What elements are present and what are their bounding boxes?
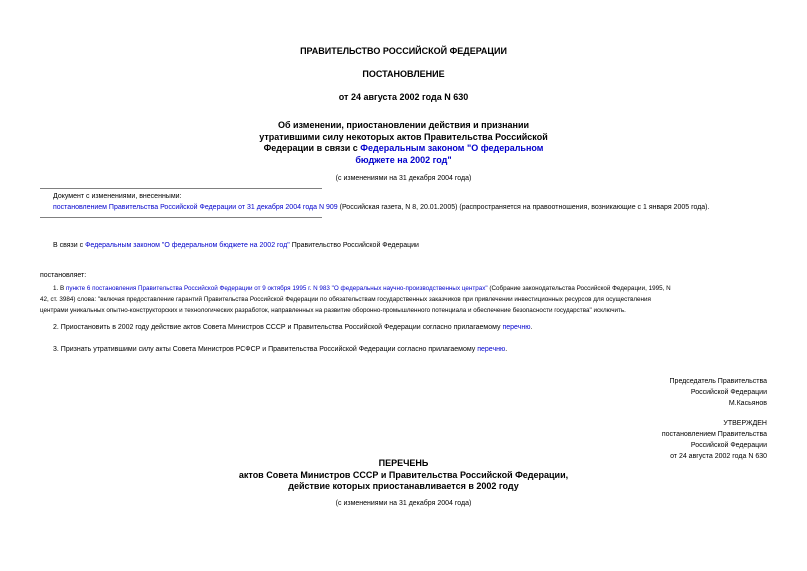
document-title (0, 120, 807, 166)
government-heading: ПРАВИТЕЛЬСТВО РОССИЙСКОЙ ФЕДЕРАЦИИ (300, 46, 507, 56)
approval-block (662, 418, 767, 462)
signatory-org: Российской Федерации (690, 389, 767, 396)
signatory-title: Председатель Правительства (669, 378, 767, 385)
item-1 (40, 283, 767, 316)
list-title: ПЕРЕЧЕНЬ (378, 458, 429, 468)
signature-block (670, 376, 767, 409)
suspended-list-link[interactable]: перечню (502, 324, 531, 331)
title-line-2: утратившими силу некоторых актов Правительства Российской (259, 131, 548, 142)
title-text: Федерации в связи с (263, 143, 361, 153)
item-1-line-3: центрами уникальных опытно-конструкторских и технологических разработок, направленных на развитие оборонно-промышленного потенциала и обеспечение безопасности государства" исключить. (40, 307, 626, 314)
list-heading (0, 458, 807, 493)
approval-heading: УТВЕРЖДЕН (723, 420, 767, 427)
signatory-name: М.Касьянов (728, 400, 767, 407)
document-date: от 24 августа 2002 года N 630 (338, 92, 469, 102)
amendment-entry (53, 204, 709, 211)
item-1-source: (Собрание законодательства Российской Федерации, 1995, N (487, 285, 671, 292)
document-type: ПОСТАНОВЛЕНИЕ (362, 69, 445, 79)
item-1-number: 1. В (53, 285, 66, 292)
decree-983-link[interactable]: пункте 6 постановления Правительства Российской Федерации от 9 октября 1995 г. N 983 "О федеральных научно-производственных центрах" (65, 285, 488, 292)
divider-bottom (40, 217, 322, 218)
item-3-text: 3. Признать утратившими силу акты Совета Министров РСФСР и Правительства Российской Федерации согласно прилагаемому (53, 346, 478, 353)
item-2 (53, 324, 532, 331)
changes-note: (с изменениями на 31 декабря 2004 года) (335, 175, 472, 182)
federal-law-link-cont[interactable]: бюджете на 2002 год" (355, 154, 452, 165)
list-subtitle-1: актов Совета Министров СССР и Правительства Российской Федерации, (238, 469, 569, 480)
budget-law-link[interactable]: Федеральным законом "О федеральном бюджете на 2002 год" (85, 242, 290, 249)
title-line-1: Об изменении, приостановлении действия и признании (277, 120, 530, 130)
resolves-label: постановляет: (40, 272, 87, 279)
intro-text: В связи с (53, 242, 86, 249)
amendment-source: (Российская газета, N 8, 20.01.2005) (распространяется на правоотношения, возникающие с 1 января 2005 года). (337, 204, 710, 211)
item-2-end: . (530, 324, 533, 331)
approval-line-2: постановлением Правительства (661, 431, 767, 438)
federal-law-link[interactable]: Федеральным законом "О федеральном (360, 143, 544, 153)
amendments-label: Документ с изменениями, внесенными: (53, 193, 182, 200)
list-subtitle-2: действие которых приостанавливается в 2002 году (288, 481, 519, 491)
divider-top (40, 188, 322, 189)
repealed-list-link[interactable]: перечню (477, 346, 506, 353)
item-3 (53, 346, 507, 353)
item-1-line-2: 42, ст. 3984) слова: "включая предоставление гарантий Правительства Российской Федерации по обязательствам государственных заказчиков при привлечении инвестиционных ресурсов для осуществления (40, 296, 651, 303)
list-changes-note: (с изменениями на 31 декабря 2004 года) (335, 500, 472, 507)
approval-date: от 24 августа 2002 года N 630 (670, 453, 767, 460)
approval-line-3: Российской Федерации (690, 442, 767, 449)
amendment-link[interactable]: постановлением Правительства Российской Федерации от 31 декабря 2004 года N 909 (53, 204, 338, 211)
title-line-3 (0, 143, 807, 155)
item-2-text: 2. Приостановить в 2002 году действие актов Совета Министров СССР и Правительства Российской Федерации согласно прилагаемому (53, 324, 503, 331)
intro-tail: Правительство Российской Федерации (289, 242, 419, 249)
intro-paragraph (53, 242, 419, 249)
item-3-end: . (505, 346, 508, 353)
item-1-line-1 (40, 283, 767, 294)
